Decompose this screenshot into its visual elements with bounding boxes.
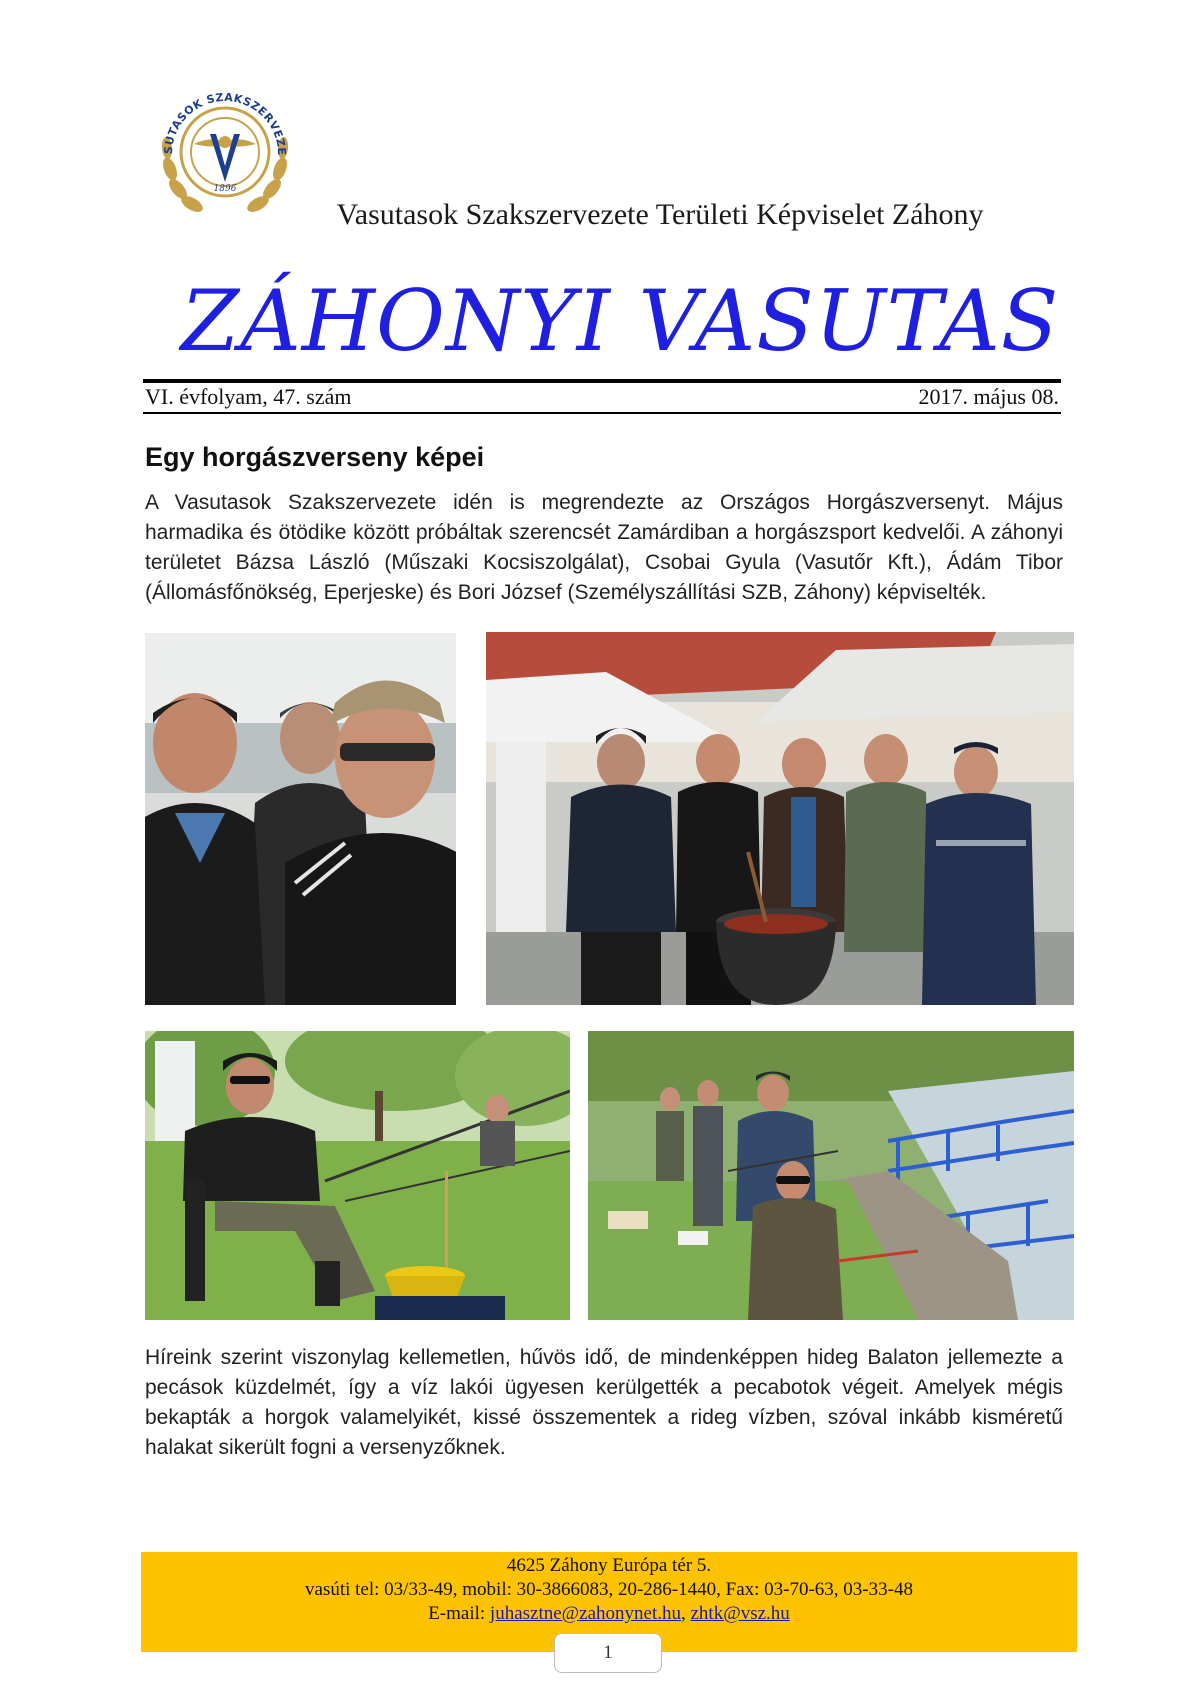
photo-selfie-lakeside: [145, 633, 456, 1005]
footer-email-line: [141, 1602, 1077, 1626]
photo-angler-in-chair: [145, 1031, 570, 1320]
email-separator: ,: [681, 1603, 686, 1624]
footer-phones: vasúti tel: 03/33-49, mobil: 30-3866083, 20-286-1440, Fax: 03-70-63, 03-33-48: [305, 1579, 913, 1600]
email-link-zhtk[interactable]: zhtk@vsz.hu: [690, 1603, 790, 1624]
issue-number: VI. évfolyam, 47. szám: [145, 384, 352, 409]
header-rule-bottom: [143, 412, 1061, 414]
footer-address: 4625 Záhony Európa tér 5.: [506, 1555, 712, 1576]
photo-group-cauldron: [486, 632, 1074, 1005]
email-link-juhasztne[interactable]: juhasztne@zahonynet.hu: [489, 1603, 681, 1624]
photo-anglers-shore: [588, 1031, 1074, 1320]
logo-arc-text: SUTASOK SZAKSZERVEZE: [161, 90, 289, 156]
article-paragraph-2: Híreink szerint viszonylag kellemetlen, hűvös idő, de mindenképpen hideg Balaton jellemezte a pecások küzdelmét, így a víz lakói ügyesen kerülgették a pecabotok végeit. Amelyek mégis bekapták a horgok valamelyikét, kissé összementek a rideg vízben, szóval inkább kisméretű halakat sikerült fogni a versenyzőknek.: [145, 1346, 1063, 1459]
issue-date: 2017. május 08.: [918, 384, 1059, 409]
header-rule-top: [143, 379, 1061, 383]
article-paragraph-1: A Vasutasok Szakszervezete idén is megrendezte az Országos Horgászversenyt. Május harmadika és ötödike között próbáltak szerencsét Zamárdiban a horgászsport kedvelői. A záhonyi területet Bázsa László (Műszaki Kocsiszolgálat), Csobai Gyula (Vasutőr Kft.), Ádám Tibor (Állomásfőnökség, Eperjeske) és Bori József (Személyszállítási SZB, Záhony) képviselték.: [145, 491, 1063, 604]
organization-title: Vasutasok Szakszervezete Területi Képviselet Záhony: [336, 198, 984, 231]
footer-email-label: E-mail:: [428, 1603, 486, 1624]
masthead-title: ZÁHONYI VASUTAS: [180, 272, 1060, 370]
article-headline: Egy horgászverseny képei: [145, 442, 485, 472]
page-number: 1: [554, 1633, 662, 1673]
logo-year: 1896: [213, 184, 237, 194]
